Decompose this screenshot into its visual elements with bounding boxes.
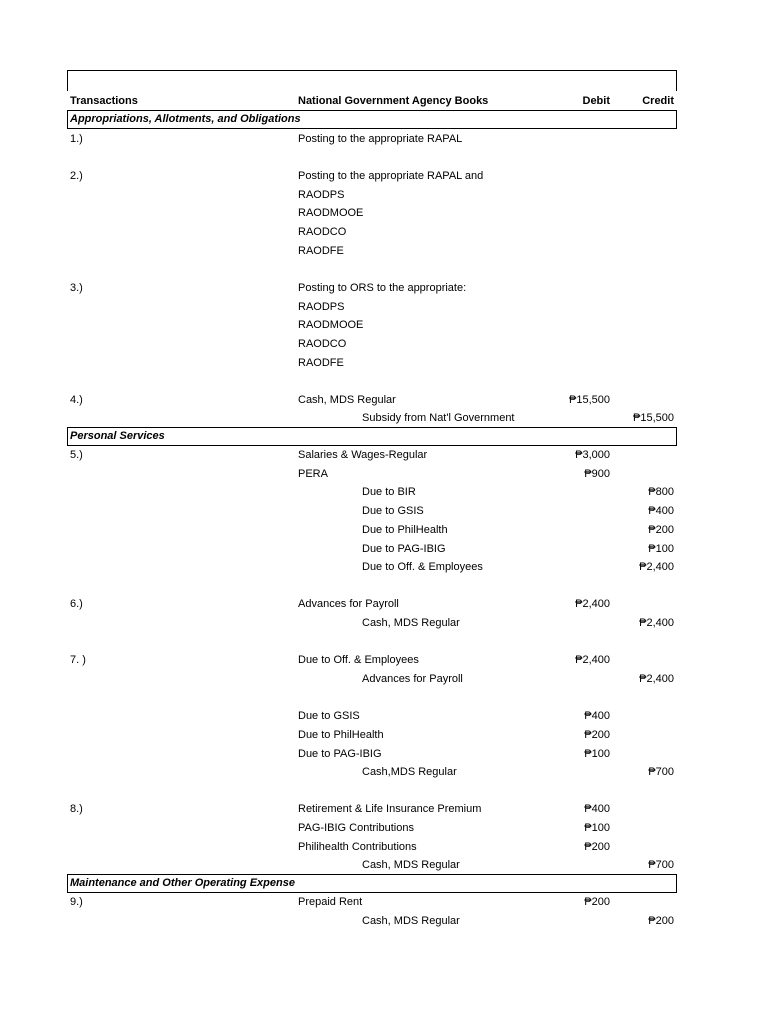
account-title: Advances for Payroll xyxy=(362,673,463,685)
account-title: RAODFE xyxy=(298,245,344,257)
debit-amount: ₱15,500 xyxy=(569,394,610,406)
journal-row xyxy=(68,595,676,613)
journal-row xyxy=(68,391,676,409)
journal-row xyxy=(68,279,676,297)
journal-row xyxy=(68,130,676,148)
journal-row xyxy=(68,893,676,911)
credit-amount: ₱400 xyxy=(648,505,674,517)
account-title: Due to PhilHealth xyxy=(362,524,448,536)
header-credit: Credit xyxy=(642,95,674,107)
debit-amount: ₱200 xyxy=(584,729,610,741)
journal-row xyxy=(68,242,676,260)
transaction-number: 5.) xyxy=(70,449,83,461)
journal-row xyxy=(68,707,676,725)
journal-row xyxy=(68,763,676,781)
account-title: Cash, MDS Regular xyxy=(362,859,460,871)
account-title: Posting to ORS to the appropriate: xyxy=(298,282,467,294)
debit-amount: ₱3,000 xyxy=(575,449,610,461)
account-title: RAODPS xyxy=(298,301,345,313)
transaction-number: 9.) xyxy=(70,896,83,908)
section-title: Appropriations, Allotments, and Obligations xyxy=(70,113,301,125)
account-title: Cash,MDS Regular xyxy=(362,766,457,778)
header-transactions: Transactions xyxy=(70,95,138,107)
section-header xyxy=(67,110,677,129)
credit-amount: ₱700 xyxy=(648,859,674,871)
account-title: Prepaid Rent xyxy=(298,896,363,908)
journal-row xyxy=(68,335,676,353)
transaction-number: 6.) xyxy=(70,598,83,610)
header-books: National Government Agency Books xyxy=(298,95,489,107)
account-title: PERA xyxy=(298,468,328,480)
debit-amount: ₱900 xyxy=(584,468,610,480)
transaction-number: 1.) xyxy=(70,133,83,145)
transaction-number: 4.) xyxy=(70,394,83,406)
journal-row xyxy=(68,502,676,520)
journal-row xyxy=(68,800,676,818)
account-title: Retirement & Life Insurance Premium xyxy=(298,803,482,815)
account-title: Cash, MDS Regular xyxy=(362,617,460,629)
transaction-number: 8.) xyxy=(70,803,83,815)
transaction-number: 2.) xyxy=(70,170,83,182)
journal-row xyxy=(68,614,676,632)
journal-row xyxy=(68,819,676,837)
account-title: PAG-IBIG Contributions xyxy=(298,822,414,834)
account-title: Subsidy from Nat'l Government xyxy=(362,412,515,424)
journal-row xyxy=(68,521,676,539)
account-title: Due to PhilHealth xyxy=(298,729,384,741)
journal-row xyxy=(68,446,676,464)
account-title: Due to PAG-IBIG xyxy=(362,543,446,555)
journal-row xyxy=(68,409,676,427)
journal-row xyxy=(68,483,676,501)
journal-row xyxy=(68,316,676,334)
journal-row xyxy=(68,223,676,241)
transaction-number: 3.) xyxy=(70,282,83,294)
journal-row xyxy=(68,726,676,744)
credit-amount: ₱700 xyxy=(648,766,674,778)
journal-row xyxy=(68,856,676,874)
account-title: Due to Off. & Employees xyxy=(362,561,483,573)
transaction-number: 7. ) xyxy=(70,654,86,666)
debit-amount: ₱200 xyxy=(584,896,610,908)
account-title: Posting to the appropriate RAPAL xyxy=(298,133,463,145)
journal-row xyxy=(68,186,676,204)
account-title: Philihealth Contributions xyxy=(298,841,417,853)
credit-amount: ₱800 xyxy=(648,486,674,498)
journal-row xyxy=(68,912,676,930)
account-title: Due to Off. & Employees xyxy=(298,654,419,666)
journal-row xyxy=(68,204,676,222)
account-title: Due to GSIS xyxy=(298,710,360,722)
journal-row xyxy=(68,838,676,856)
header-debit: Debit xyxy=(582,95,610,107)
journal-row xyxy=(68,298,676,316)
debit-amount: ₱2,400 xyxy=(575,654,610,666)
journal-row xyxy=(68,465,676,483)
account-title: RAODMOOE xyxy=(298,319,364,331)
journal-row xyxy=(68,670,676,688)
account-title: Due to BIR xyxy=(362,486,416,498)
credit-amount: ₱200 xyxy=(648,524,674,536)
account-title: RAODFE xyxy=(298,357,344,369)
credit-amount: ₱2,400 xyxy=(639,673,674,685)
account-title: Cash, MDS Regular xyxy=(362,915,460,927)
journal-row xyxy=(68,354,676,372)
debit-amount: ₱200 xyxy=(584,841,610,853)
section-header xyxy=(67,874,677,893)
debit-amount: ₱100 xyxy=(584,822,610,834)
section-header xyxy=(67,427,677,446)
credit-amount: ₱2,400 xyxy=(639,561,674,573)
account-title: Cash, MDS Regular xyxy=(298,394,396,406)
account-title: RAODMOOE xyxy=(298,207,364,219)
account-title: RAODPS xyxy=(298,189,345,201)
account-title: RAODCO xyxy=(298,226,347,238)
debit-amount: ₱400 xyxy=(584,710,610,722)
account-title: Due to GSIS xyxy=(362,505,424,517)
account-title: Advances for Payroll xyxy=(298,598,399,610)
journal-row xyxy=(68,651,676,669)
account-title: RAODCO xyxy=(298,338,347,350)
section-title: Maintenance and Other Operating Expense xyxy=(70,877,295,889)
journal-row xyxy=(68,167,676,185)
account-title: Posting to the appropriate RAPAL and xyxy=(298,170,484,182)
credit-amount: ₱15,500 xyxy=(633,412,674,424)
credit-amount: ₱200 xyxy=(648,915,674,927)
column-header-row xyxy=(68,92,676,110)
credit-amount: ₱100 xyxy=(648,543,674,555)
journal-row xyxy=(68,558,676,576)
credit-amount: ₱2,400 xyxy=(639,617,674,629)
debit-amount: ₱2,400 xyxy=(575,598,610,610)
debit-amount: ₱100 xyxy=(584,748,610,760)
journal-row xyxy=(68,745,676,763)
section-title: Personal Services xyxy=(70,430,165,442)
header-border xyxy=(67,70,677,91)
account-title: Due to PAG-IBIG xyxy=(298,748,382,760)
journal-row xyxy=(68,540,676,558)
account-title: Salaries & Wages-Regular xyxy=(298,449,428,461)
debit-amount: ₱400 xyxy=(584,803,610,815)
